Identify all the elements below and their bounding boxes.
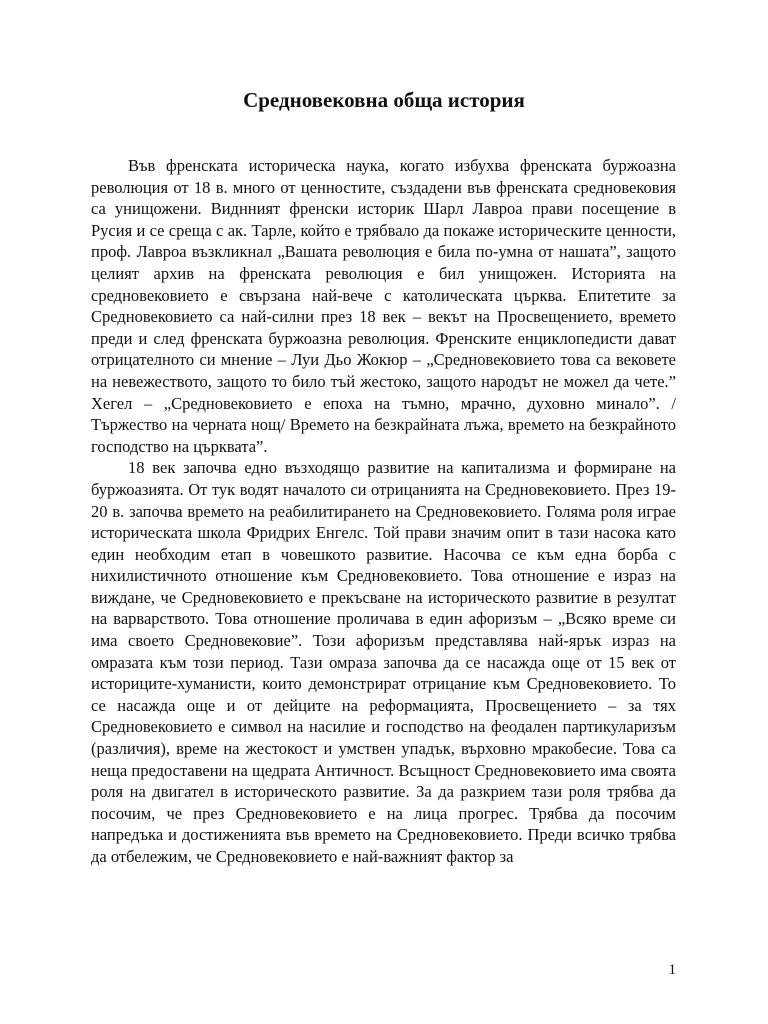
paragraph: 18 век започва едно възходящо развитие на капитализма и формиране на буржоазията. От тук водят началото си отрицанията на Средновековието. През 19-20 в. започва времето на реабилитирането на Средновековието. Голяма роля играе историческата школа Фридрих Енгелс. Той прави значим опит в тази насока като един необходим етап в човешкото развитие. Насочва се към една борба с нихилистичното отношение към Средновековието. Това отношение е израз на виждане, че Средновековието е прекъсване на историческото развитие в резултат на варварството. Това отношение проличава в един афоризъм – „Всяко време си има своето Средновековие”. Този афоризъм представлява най-ярък израз на омразата към този период. Тази омраза започва да се насажда още от 15 век от историците-хуманисти, които демонстрират отрицание към Средновековието. То се насажда още и от дейците на реформацията, Просвещението – за тях Средновековието е символ на насилие и господство на феодален партикуларизъм (различия), време на жестокост и умствен упадък, върховно мракобесие. Това са неща предоставени на щедрата Античност. Всъщност Средновековието има своята роля на двигател в историческото развитие. За да разкрием тази роля трябва да посочим, че през Средновековието е на лица прогрес. Трябва да посочим напредъка и достиженията във времето на Средновековието. Преди всичко трябва да отбележим, че Средновековието е най-важният фактор за [91, 458, 676, 866]
page-number: 1 [668, 962, 676, 978]
document-title: Средновековна обща история [243, 88, 525, 112]
document-body [91, 155, 676, 868]
paragraph: Във френската историческа наука, когато избухва френската буржоазна революция от 18 в. много от ценностите, създадени във френската средновековия са унищожени. Виднният френски историк Шарл Лавроа прави посещение в Русия и се среща с ак. Тарле, който е трябвало да покаже историческите ценности, проф. Лавроа възкликнал „Вашата революция е била по-умна от нашата”, защото целият архив на френската революция е бил унищожен. Историята на средновековието е свързана най-вече с католическата църква. Епитетите за Средновековието са най-силни през 18 век – векът на Просвещението, времето преди и след френската буржоазна революция. Френските енциклопедисти дават отрицателното си мнение – Луи Дьо Жокюр – „Средновековието това са вековете на невежеството, защото то било тъй жестоко, защото народът не можел да чете.” Хегел – „Средновековието е епоха на тъмно, мрачно, духовно минало”. /Тържество на черната нощ/ Времето на безкрайната лъжа, времето на безкрайното господство на църквата”. [91, 156, 676, 456]
